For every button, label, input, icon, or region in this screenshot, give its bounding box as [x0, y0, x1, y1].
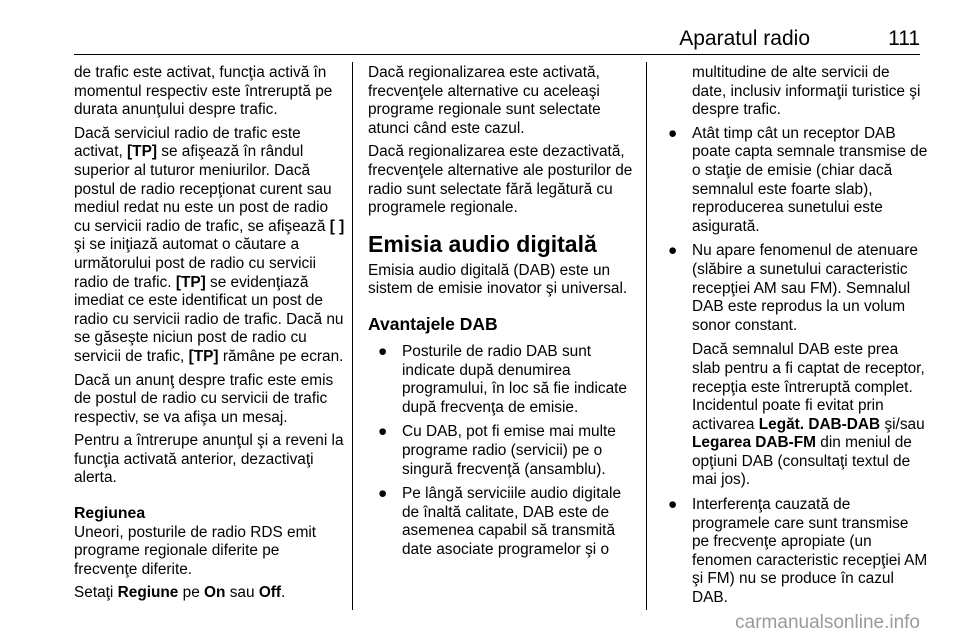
bullet-icon: ● [378, 423, 388, 441]
bullet-icon: ● [378, 342, 388, 360]
paragraph: Uneori, posturile de radio RDS emit programe regionale diferite pe frecvenţe diferite. [74, 523, 317, 578]
header-title: Aparatul radio [679, 27, 810, 50]
list-item: ● Interferenţa cauzată de programele care sunt transmise pe frecvenţe apropiate (un fenomen caracteristic recepţiei AM şi FM) nu se produce în cazul DAB. [668, 496, 928, 607]
bullet-list [368, 343, 634, 560]
paragraph: Dacă regionalizarea este activată, frecvenţele alternative cu aceleaşi programe regionale sunt selectate atunci când este cazul. [368, 64, 601, 137]
column-1 [74, 64, 346, 608]
section-heading: Emisia audio digitală [368, 230, 597, 257]
paragraph: Dacă semnalul DAB este prea slab pentru a fi captat de receptor, recepţia este întreruptă complet. Incidentul poate fi evitat prin activarea Legăt. DAB-DAB şi/sau Legarea DAB-FM din meniul de opţiuni DAB (consultaţi textul de mai jos). [692, 341, 925, 489]
subsection-heading: Avantajele DAB [368, 313, 498, 334]
list-item: ● Nu apare fenomenul de atenuare (slăbire a sunetului caracteristic recepţiei AM sau FM). Semnalul DAB este reprodus la un volum sonor constant. [668, 242, 918, 334]
watermark[interactable]: carmanualsonline.info [735, 612, 920, 633]
bullet-icon: ● [668, 124, 678, 142]
bullet-list [658, 496, 928, 608]
bullet-icon: ● [668, 496, 678, 514]
list-item: ● Posturile de radio DAB sunt indicate după denumirea programului, în loc să fie indicate după frecvenţa de emisie. [378, 342, 627, 416]
paragraph: Dacă regionalizarea este dezactivată, frecvenţele alternative ale posturilor de radio sunt selectate fără legătură cu programele regionale. [368, 143, 633, 217]
column-divider-1 [352, 62, 353, 610]
column-3 [658, 64, 928, 614]
bullet-icon: ● [668, 242, 678, 260]
column-divider-2 [646, 62, 647, 610]
header-rule [74, 54, 920, 55]
subheading-regiunea: Regiunea [74, 505, 146, 523]
paragraph: Setaţi Regiune pe On sau Off. [74, 584, 286, 602]
paragraph: de trafic este activat, funcţia activă în momentul respectiv este întreruptă pe durata anunţului despre trafic. [74, 64, 333, 119]
column-2 [368, 64, 634, 565]
bullet-list [658, 125, 928, 336]
paragraph: multitudine de alte servicii de date, inclusiv informaţii turistice şi despre trafic. [692, 64, 921, 119]
paragraph: Dacă un anunţ despre trafic este emis de postul de radio cu servicii de trafic respectiv, se va afişa un mesaj. [74, 371, 334, 426]
paragraph: Dacă serviciul radio de trafic este activat, [TP] se afişează în rândul superior al tuturor meniurilor. Dacă postul de radio recepţionat curent sau mediul redat nu este un post de radio cu servicii radio de trafic, se afişează [ ] şi se iniţiază automat o căutare a următorului post de radio cu servicii radio de trafic. [TP] se evidenţiază imediat ce este identificat un post de radio cu servicii radio de trafic. Dacă nu se găseşte niciun post de radio cu servicii de trafic, [TP] rămâne pe ecran. [74, 124, 345, 365]
bullet-icon: ● [378, 485, 388, 503]
page-number: 111 [888, 27, 920, 50]
list-item: ● Pe lângă serviciile audio digitale de înaltă calitate, DAB este de asemenea capabil să transmită date asociate programelor şi o [378, 485, 622, 558]
paragraph: Pentru a întrerupe anunţul şi a reveni la funcţia activată anterior, dezactivaţi alerta. [74, 432, 344, 487]
list-item: ● Atât timp cât un receptor DAB poate capta semnale transmise de o staţie de emisie (chiar dacă semnalul este foarte slab), reproducerea sunetului este asigurată. [668, 124, 928, 235]
paragraph: Emisia audio digitală (DAB) este un sistem de emisie inovator şi universal. [368, 261, 628, 298]
page-header [0, 0, 960, 56]
list-item: ● Cu DAB, pot fi emise mai multe programe radio (servicii) pe o singură frecvenţă (ansamblu). [378, 423, 616, 478]
